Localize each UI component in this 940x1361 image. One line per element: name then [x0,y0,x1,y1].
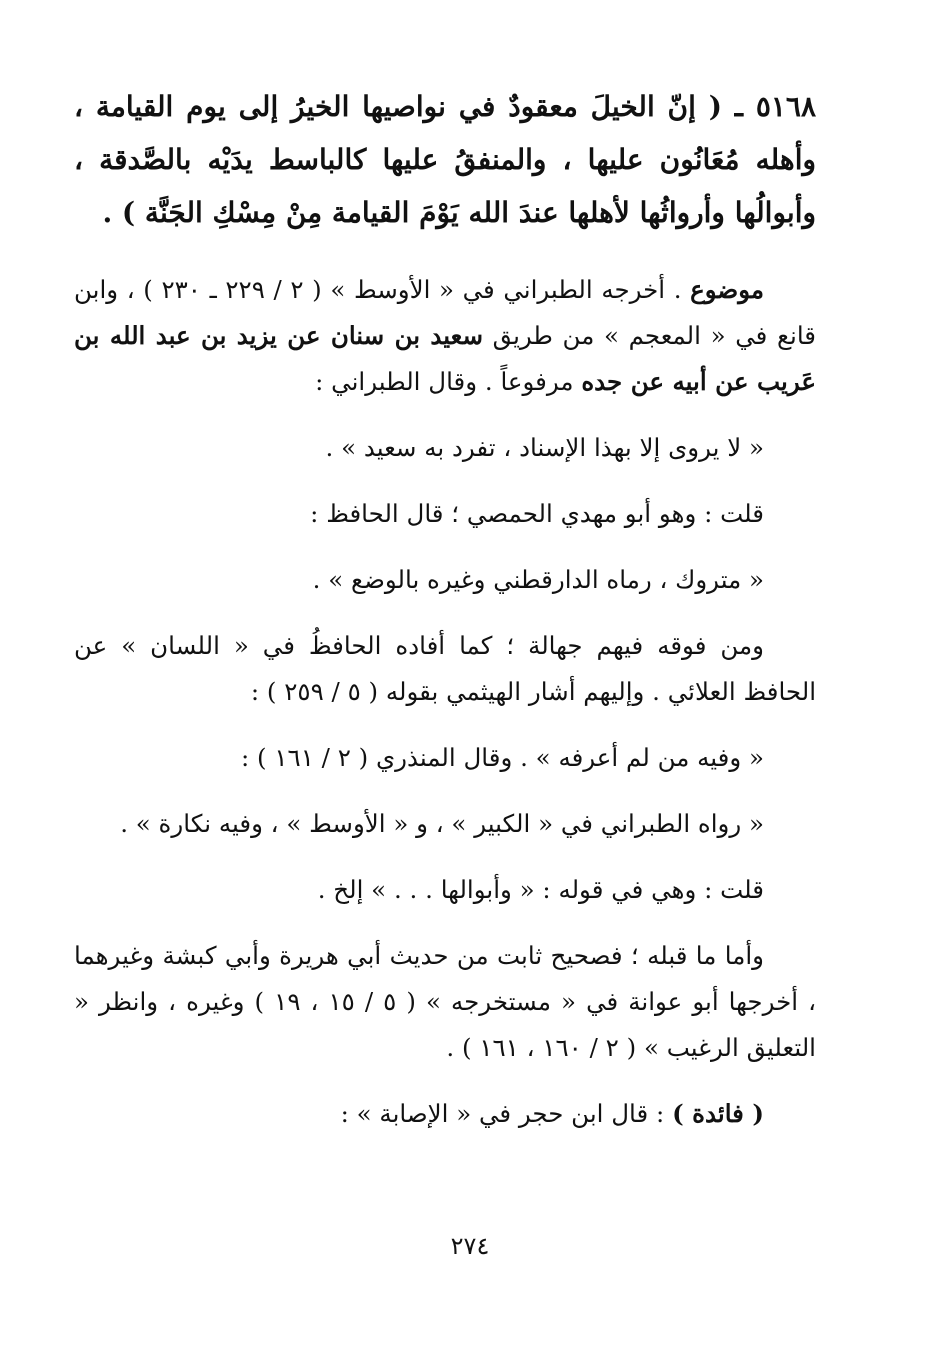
hadith-text: ٥١٦٨ ـ ( إنّ الخيلَ معقودٌ في نواصيها الخيرُ إلى يوم القيامة ، وأهله مُعَانُون عليها ، والمنفقُ عليها كالباسط يدَيْه بالصَّدقة ، وأبوالُها وأرواثُها لأهلها عندَ الله يَوْمَ القيامة مِنْ مِسْكِ الجَنَّة ) . [74,90,816,229]
tabarani-quote: « لا يروى إلا بهذا الإسناد ، تفرد به سعيد » . [325,433,764,462]
benefit-text: : قال ابن حجر في « الإصابة » : [340,1099,673,1128]
grade-label: موضوع [690,275,764,304]
benefit-label: ( فائدة ) [672,1099,764,1128]
page-number: ٢٧٤ [450,1232,490,1260]
takhrij-text-a: . أخرجه الطبراني في « الأوسط » ( ٢ / ٢٢٩ ـ ٢٣٠ ) ، وابن قانع في « المعجم » من طريق [74,275,816,350]
chain-weakness-paragraph: ومن فوقه فيهم جهالة ؛ كما أفاده الحافظُ في « اللسان » عن الحافظ العلائي . وإليهم أشار الهيثمي بقوله ( ٥ / ٢٥٩ ) : [74,631,816,706]
narrator-identification: قلت : وهو أبو مهدي الحمصي ؛ قال الحافظ : [310,499,764,528]
hafiz-quote: « متروك ، رماه الدارقطني وغيره بالوضع » . [312,565,764,594]
takhrij-text-b: مرفوعاً . وقال الطبراني : [315,367,582,396]
takhrij-paragraph [74,267,816,405]
narrator-chain: سعيد بن سنان عن يزيد بن عبد الله بن عَريب عن أبيه عن جده [74,321,816,396]
objection-note: قلت : وهي في قوله : « وأبوالها . . . » إلخ . [317,875,764,904]
mundhiri-quote: « رواه الطبراني في « الكبير » ، و « الأوسط » ، وفيه نكارة » . [120,809,764,838]
benefit-note [74,1091,816,1137]
authentic-part-paragraph: وأما ما قبله ؛ فصحيح ثابت من حديث أبي هريرة وأبي كبشة وغيرهما ، أخرجها أبو عوانة في « مستخرجه » ( ٥ / ١٥ ، ١٩ ) وغيره ، وانظر « التعليق الرغيب » ( ٢ / ١٦٠ ، ١٦١ ) . [74,941,817,1062]
haythami-quote: « وفيه من لم أعرفه » . وقال المنذري ( ٢ / ١٦١ ) : [240,743,764,772]
page-content [74,80,816,1157]
